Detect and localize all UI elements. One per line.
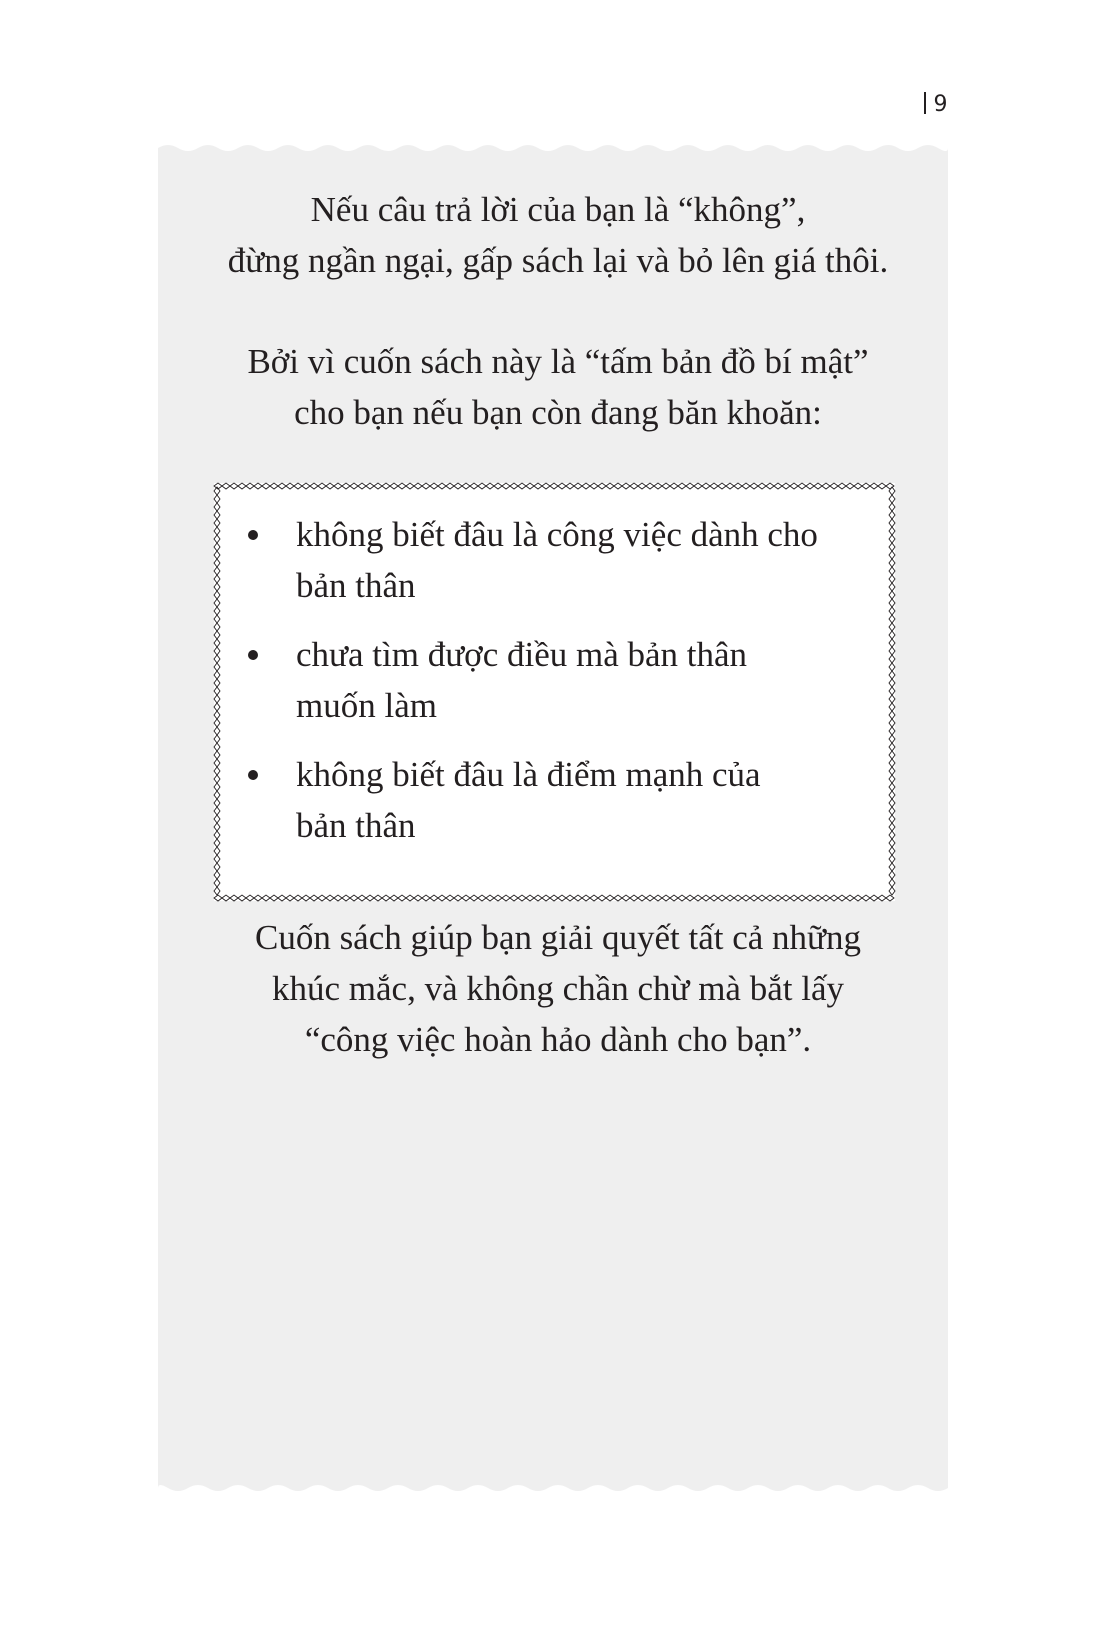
bullet-3-line-1: không biết đâu là điểm mạnh của	[296, 755, 761, 794]
bullet-dot-icon	[248, 770, 258, 780]
list-item	[236, 509, 876, 611]
reason-paragraph	[158, 336, 958, 438]
conclusion-line-1: Cuốn sách giúp bạn giải quyết tất cả những	[254, 918, 862, 957]
bullet-dot-icon	[248, 650, 258, 660]
list-item	[236, 629, 876, 731]
list-item	[236, 749, 876, 851]
conclusion-line-2: khúc mắc, và không chần chừ mà bắt lấy	[272, 969, 844, 1008]
bullet-list	[236, 509, 876, 869]
reason-line-1: Bởi vì cuốn sách này là “tấm bản đồ bí mật”	[247, 342, 869, 381]
bullet-1-line-2: bản thân	[296, 566, 416, 605]
reason-line-2: cho bạn nếu bạn còn đang băn khoăn:	[294, 393, 822, 432]
intro-line-2: đừng ngần ngại, gấp sách lại và bỏ lên giá thôi.	[227, 241, 889, 280]
bullet-dot-icon	[248, 530, 258, 540]
bullet-1-line-1: không biết đâu là công việc dành cho	[296, 515, 818, 554]
conclusion-line-3: “công việc hoàn hảo dành cho bạn”.	[304, 1020, 812, 1059]
bullet-2-line-2: muốn làm	[296, 686, 437, 725]
bullet-3-line-2: bản thân	[296, 806, 416, 845]
page-number-value: 9	[933, 92, 949, 117]
intro-paragraph	[158, 184, 958, 286]
bullet-box	[214, 483, 895, 901]
conclusion-paragraph	[158, 912, 958, 1065]
intro-line-1: Nếu câu trả lời của bạn là “không”,	[310, 190, 806, 229]
bullet-2-line-1: chưa tìm được điều mà bản thân	[296, 635, 748, 674]
